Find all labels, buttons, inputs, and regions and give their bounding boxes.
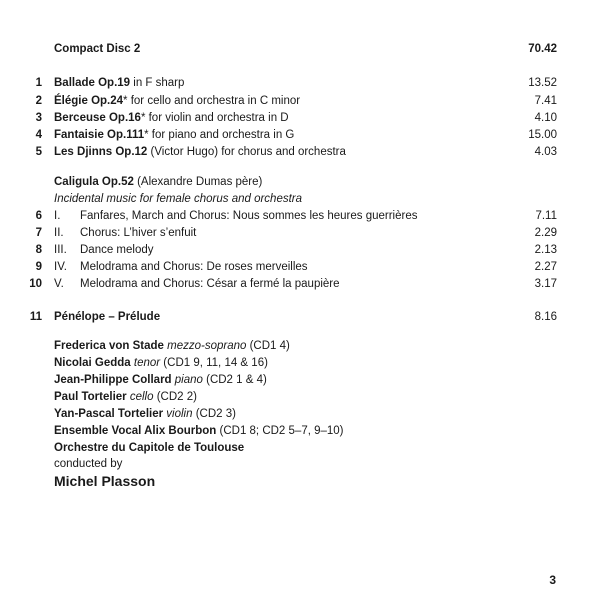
- track-desc: * for piano and orchestra in G: [144, 129, 295, 141]
- track-desc: * for cello and orchestra in C minor: [123, 95, 301, 107]
- track-time: 2.13: [534, 244, 557, 256]
- movement-numeral: III.: [54, 244, 67, 256]
- track-row: [0, 93, 600, 109]
- movement-row: [0, 208, 600, 224]
- track-number: 7: [35, 227, 42, 239]
- movement-title: Melodrama and Chorus: César a fermé la paupière: [80, 278, 340, 290]
- track-time: 4.10: [534, 112, 557, 124]
- track-number: 4: [35, 129, 42, 141]
- movement-numeral: V.: [54, 278, 64, 290]
- performer-role: mezzo-soprano: [167, 340, 247, 352]
- work-subtitle: Incidental music for female chorus and orchestra: [54, 193, 303, 205]
- track-row: [0, 127, 600, 143]
- page-number: 3: [549, 573, 556, 587]
- track-time: 7.41: [534, 95, 557, 107]
- performer-note: (CD2 2): [153, 391, 197, 403]
- performer-name: Jean-Philippe Collard: [54, 374, 172, 386]
- track-title: Élégie Op.24: [54, 95, 124, 107]
- track-row: [0, 309, 600, 325]
- disc-header: [0, 41, 600, 57]
- performer-note: (CD1 8; CD2 5–7, 9–10): [216, 425, 344, 437]
- track-row: [0, 110, 600, 126]
- performer-role: cello: [129, 391, 154, 403]
- work-title: Caligula Op.52: [54, 176, 134, 188]
- track-desc: in F sharp: [130, 77, 185, 89]
- performer-note: (CD2 3): [192, 408, 236, 420]
- track-number: 6: [35, 210, 42, 222]
- movement-title: Melodrama and Chorus: De roses merveilles: [80, 261, 308, 273]
- track-number: 8: [35, 244, 42, 256]
- track-number: 11: [29, 311, 42, 323]
- credit-line: [54, 338, 290, 354]
- disc-title: Compact Disc 2: [54, 43, 141, 55]
- track-time: 2.27: [534, 261, 557, 273]
- track-time: 2.29: [534, 227, 557, 239]
- performer-note: (CD1 4): [246, 340, 290, 352]
- track-time: 3.17: [534, 278, 557, 290]
- work-heading: [0, 174, 600, 190]
- track-number: 5: [35, 146, 42, 158]
- movement-title: Chorus: L’hiver s’enfuit: [80, 227, 197, 239]
- track-time: 7.11: [535, 210, 557, 222]
- movement-row: [0, 242, 600, 258]
- movement-title: Dance melody: [80, 244, 154, 256]
- performer-name: Yan-Pascal Tortelier: [54, 408, 164, 420]
- track-number: 2: [35, 95, 42, 107]
- performer-role: violin: [166, 408, 193, 420]
- work-subtitle-row: [0, 191, 600, 207]
- track-time: 13.52: [528, 77, 557, 89]
- track-title: Pénélope – Prélude: [54, 311, 161, 323]
- track-title: Fantaisie Op.111: [54, 129, 145, 141]
- track-desc: (Victor Hugo) for chorus and orchestra: [147, 146, 346, 158]
- conductor-name: Michel Plasson: [54, 473, 156, 489]
- track-row: [0, 75, 600, 91]
- movement-row: [0, 225, 600, 241]
- movement-numeral: I.: [54, 210, 61, 222]
- credit-line: [54, 406, 236, 422]
- credit-line: [54, 355, 268, 371]
- movement-numeral: IV.: [54, 261, 68, 273]
- track-title: Berceuse Op.16: [54, 112, 141, 124]
- credit-line: [54, 423, 344, 439]
- performer-name: Frederica von Stade: [54, 340, 164, 352]
- performer-name: Ensemble Vocal Alix Bourbon: [54, 425, 217, 437]
- track-title: Ballade Op.19: [54, 77, 131, 89]
- movement-row: [0, 276, 600, 292]
- performer-note: (CD1 9, 11, 14 & 16): [160, 357, 268, 369]
- track-time: 8.16: [534, 311, 557, 323]
- credit-line: [54, 372, 267, 388]
- movement-title: Fanfares, March and Chorus: Nous sommes les heures guerrières: [80, 210, 418, 222]
- track-time: 4.03: [534, 146, 557, 158]
- track-desc: * for violin and orchestra in D: [140, 112, 289, 124]
- track-number: 1: [35, 77, 42, 89]
- performer-role: tenor: [133, 357, 161, 369]
- track-title: Les Djinns Op.12: [54, 146, 148, 158]
- conducted-by-label: conducted by: [54, 458, 123, 470]
- work-author: (Alexandre Dumas père): [133, 176, 263, 188]
- performer-name: Nicolai Gedda: [54, 357, 131, 369]
- performer-note: (CD2 1 & 4): [202, 374, 267, 386]
- disc-total-time: 70.42: [528, 43, 557, 55]
- performer-name: Paul Tortelier: [54, 391, 127, 403]
- track-row: [0, 144, 600, 160]
- track-number: 3: [35, 112, 42, 124]
- performer-role: piano: [174, 374, 203, 386]
- track-number: 10: [29, 278, 42, 290]
- credit-line: [54, 389, 197, 405]
- track-time: 15.00: [528, 129, 557, 141]
- track-number: 9: [35, 261, 42, 273]
- movement-numeral: II.: [54, 227, 64, 239]
- movement-row: [0, 259, 600, 275]
- orchestra-name: Orchestre du Capitole de Toulouse: [54, 442, 245, 454]
